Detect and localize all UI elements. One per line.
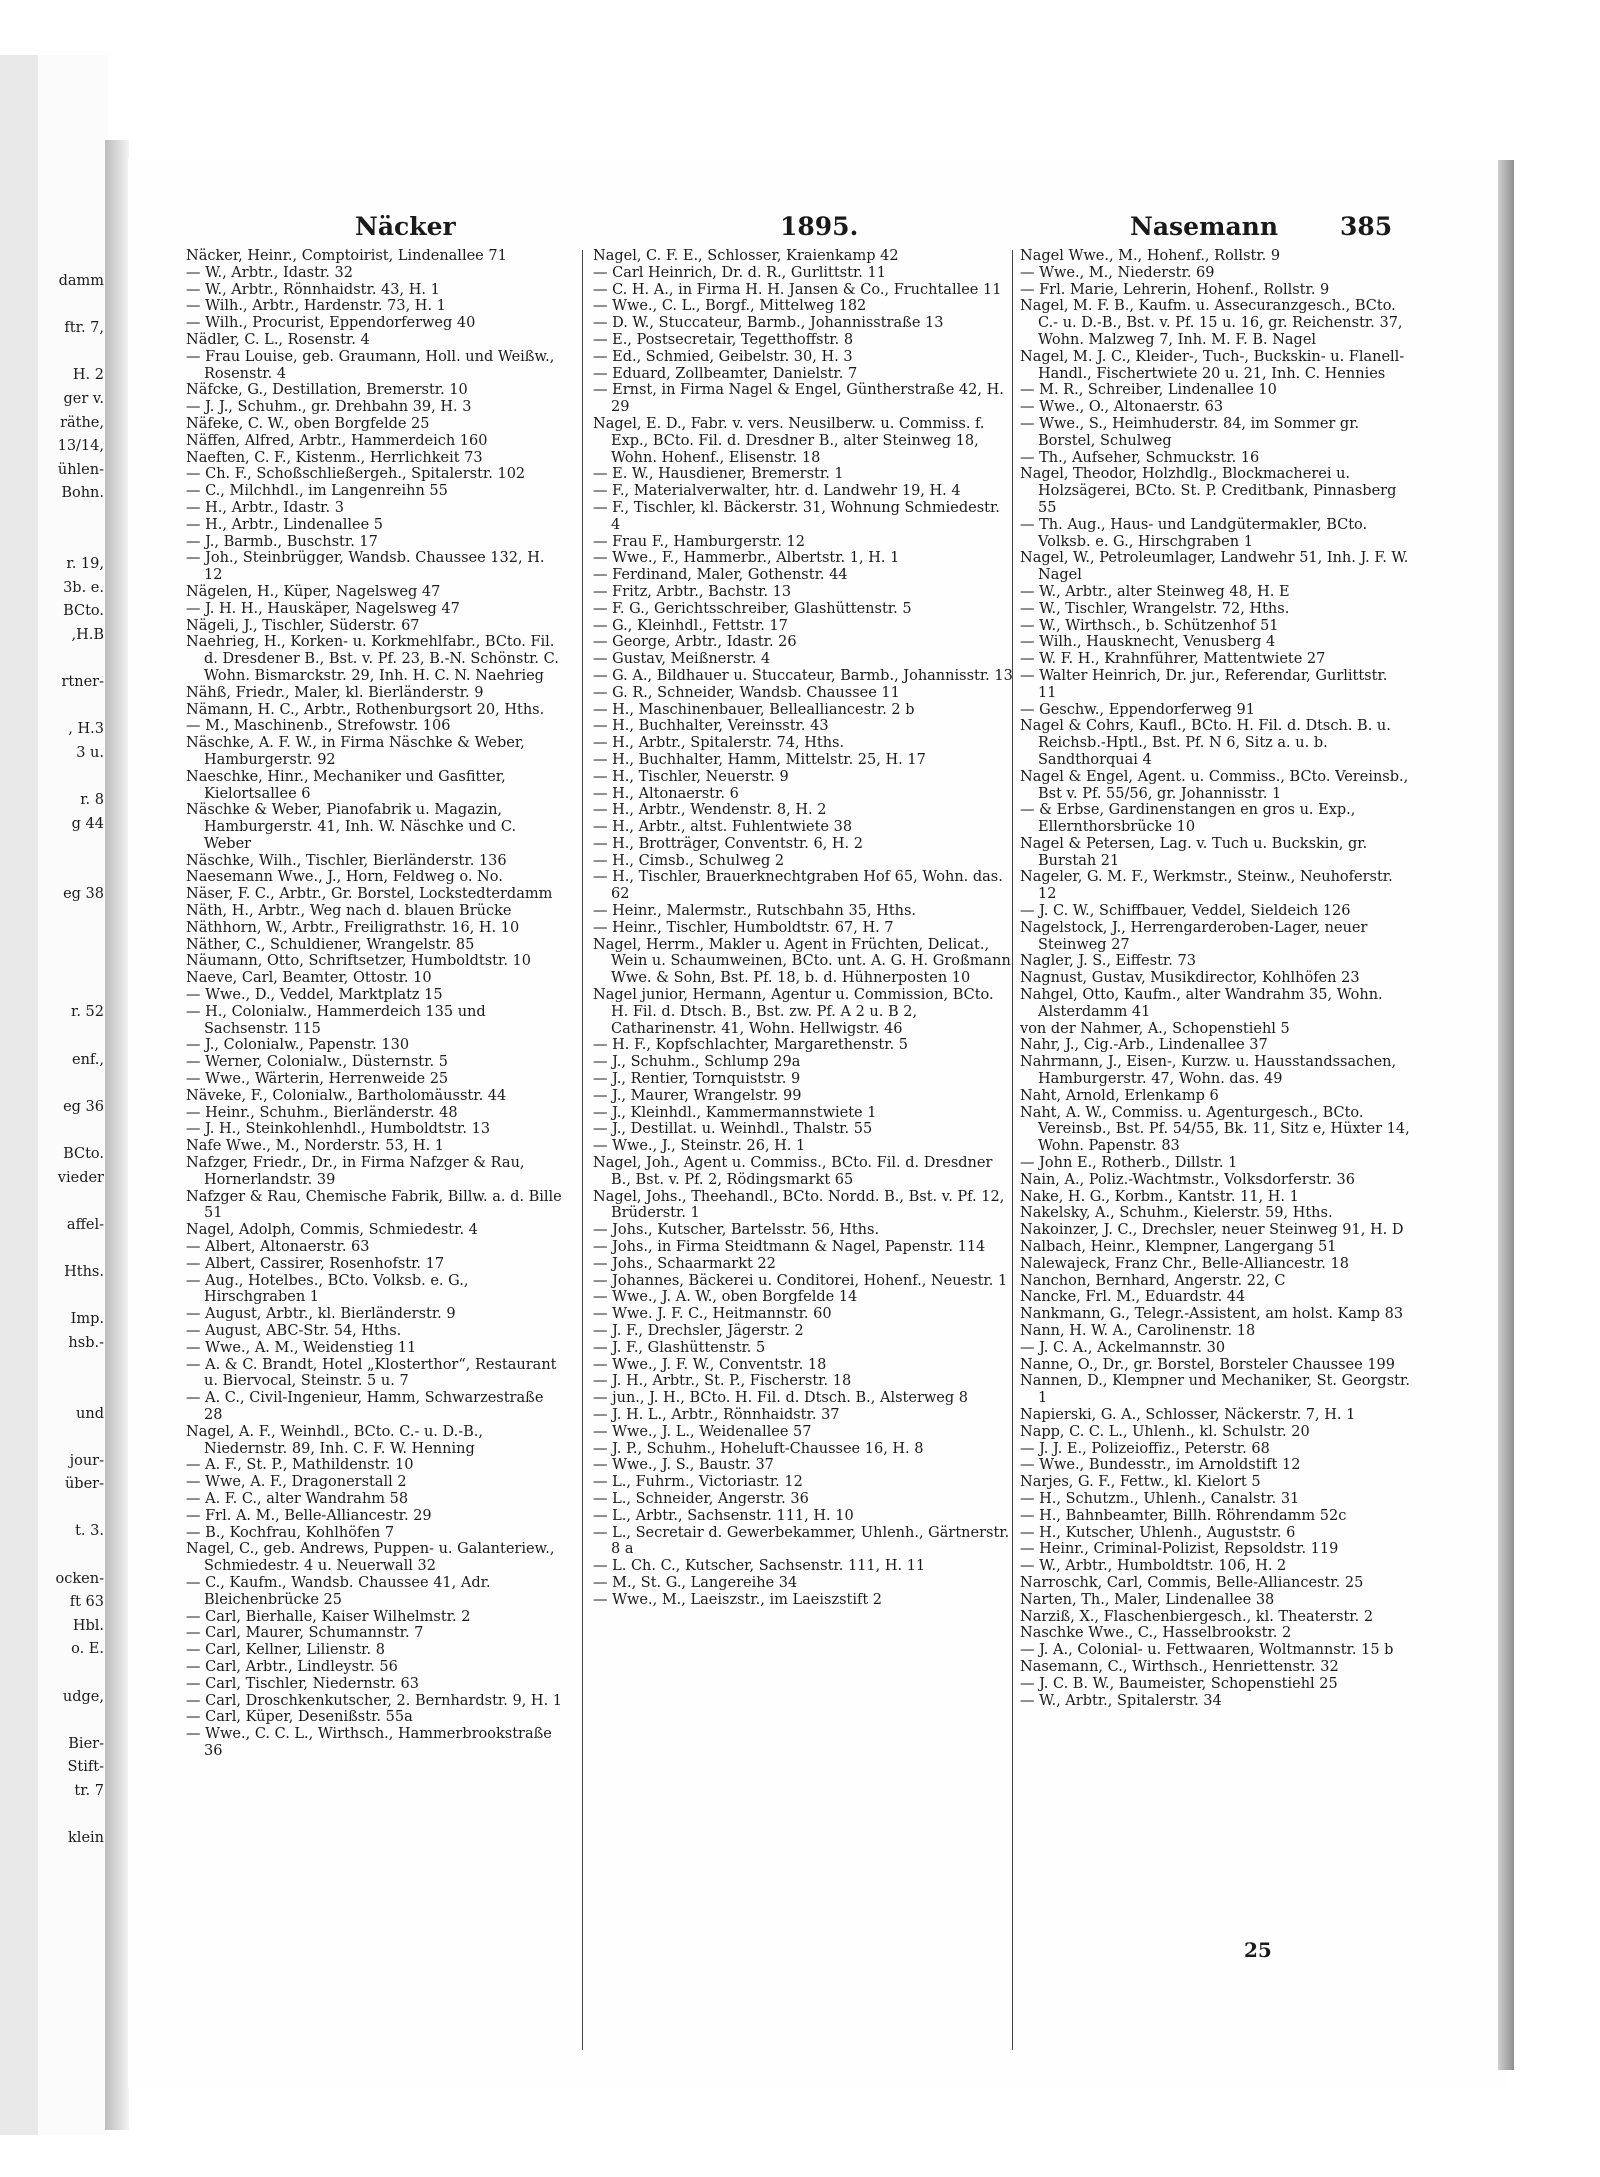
directory-entry: Nahrmann, J., Eisen-, Kurzw. u. Hausstandssachen, Hamburgerstr. 47, Wohn. das. 49 (1020, 1054, 1397, 1088)
directory-entry: Nann, H. W. A., Carolinenstr. 18 (1020, 1323, 1256, 1339)
directory-entry: — J. J., Schuhm., gr. Drehbahn 39, H. 3 (186, 399, 472, 416)
directory-entry: — E. W., Hausdiener, Bremerstr. 1 (593, 466, 844, 483)
directory-entry: — Wwe., F., Hammerbr., Albertstr. 1, H. 1 (593, 550, 900, 567)
directory-entry: Nanne, O., Dr., gr. Borstel, Borsteler Chaussee 199 (1020, 1356, 1395, 1373)
directory-entry: — W., Arbtr., Humboldtstr. 106, H. 2 (1020, 1558, 1287, 1575)
directory-entry: — Heinr., Criminal-Polizist, Repsoldstr. 119 (1020, 1541, 1339, 1558)
directory-entry: — J. C. A., Ackelmannstr. 30 (1020, 1339, 1226, 1356)
directory-entry: Naeve, Carl, Beamter, Ottostr. 10 (186, 970, 432, 987)
fragment-line: ,H.B (71, 626, 104, 643)
directory-entry: — H., Maschinenbauer, Bellealliancestr. 2 b (593, 701, 915, 718)
directory-entry: — B., Kochfrau, Kohlhöfen 7 (186, 1524, 395, 1541)
fragment-line: o. E. (71, 1641, 104, 1658)
directory-entry: Narjes, G. F., Fettw., kl. Kielort 5 (1020, 1474, 1261, 1491)
directory-entry: — G. A., Bildhauer u. Stuccateur, Barmb., Johannisstr. 13 (593, 667, 1013, 684)
directory-entry: Nädler, C. L., Rosenstr. 4 (186, 331, 370, 348)
directory-entry: — H. F., Kopfschlachter, Margarethenstr. 5 (593, 1037, 909, 1054)
directory-entry: — Wwe., Bundesstr., im Arnoldstift 12 (1020, 1457, 1301, 1474)
fragment-line: 3b. e. (63, 579, 104, 596)
directory-entry: — Wwe., J., Steinstr. 26, H. 1 (593, 1138, 806, 1155)
fragment-line (4, 294, 104, 318)
fragment-line (4, 954, 104, 978)
fragment-line (4, 1709, 104, 1733)
directory-entry: — J. H. H., Hauskäper, Nagelsweg 47 (186, 600, 460, 617)
directory-entry: Nake, H. G., Korbm., Kantstr. 11, H. 1 (1020, 1188, 1299, 1205)
directory-entry: — A. & C. Brandt, Hotel „Klosterthor“, Restaurant u. Biervocal, Steinstr. 5 u. 7 (186, 1356, 557, 1390)
page-number: 385 (1340, 212, 1393, 241)
fragment-line: affel- (66, 1216, 104, 1233)
fragment-line: klein (68, 1830, 104, 1847)
fragment-line: ühlen- (57, 461, 104, 478)
fragment-line: r. 8 (80, 792, 104, 809)
directory-column-1 (186, 248, 564, 1760)
directory-entry: Näschke, Wilh., Tischler, Bierländerstr. 136 (186, 852, 507, 869)
fragment-line (4, 530, 104, 554)
fragment-line (4, 341, 104, 365)
directory-entry: — H., Arbtr., Lindenallee 5 (186, 516, 383, 533)
directory-entry: — Werner, Colonialw., Düsternstr. 5 (186, 1054, 448, 1071)
directory-entry: Nägelen, H., Küper, Nagelsweg 47 (186, 583, 441, 600)
directory-entry: — W., Arbtr., alter Steinweg 48, H. E (1020, 583, 1290, 600)
directory-entry: — Carl, Küper, Desenißstr. 55a (186, 1709, 413, 1726)
directory-entry: Nain, A., Poliz.-Wachtmstr., Volksdorferstr. 36 (1020, 1171, 1355, 1188)
fragment-line: udge, (62, 1688, 104, 1705)
directory-column-3 (1020, 248, 1410, 1709)
page-edge-shadow (1498, 160, 1514, 2070)
directory-entry: — J. C. B. W., Baumeister, Schopenstiehl 25 (1020, 1675, 1338, 1692)
fragment-line: g 44 (71, 815, 104, 832)
directory-entry: — Wwe., M., Laeiszstr., im Laeiszstift 2 (593, 1591, 883, 1608)
directory-entry: — Heinr., Schuhm., Bierländerstr. 48 (186, 1104, 458, 1121)
fragment-line (4, 1072, 104, 1096)
directory-entry: Näffen, Alfred, Arbtr., Hammerdeich 160 (186, 432, 488, 449)
directory-entry: — J. C. W., Schiffbauer, Veddel, Sieldeich 126 (1020, 903, 1351, 920)
fragment-line: H. 2 (72, 367, 104, 384)
directory-entry: — J. F., Drechsler, Jägerstr. 2 (593, 1323, 804, 1339)
fragment-line (4, 1426, 104, 1450)
directory-entry: Nagnust, Gustav, Musikdirector, Kohlhöfen 23 (1020, 970, 1360, 987)
fragment-line: vieder (57, 1169, 104, 1186)
directory-entry: Naeschke, Hinr., Mechaniker und Gasfitter, Kielortsallee 6 (186, 768, 506, 802)
fragment-line: damm (58, 273, 104, 289)
directory-entry: — M., Maschinenb., Strefowstr. 106 (186, 718, 451, 735)
fragment-line: rtner- (61, 674, 104, 691)
directory-entry: Narten, Th., Maler, Lindenallee 38 (1020, 1591, 1275, 1608)
directory-entry: — G. R., Schneider, Wandsb. Chaussee 11 (593, 684, 900, 701)
directory-entry: Nagel, Herrm., Makler u. Agent in Früchten, Delicat., Wein u. Schaumweinen, BCto. unt. A. G. H. Großmann Wwe. & Sohn, Bst. Pf. 18, b. d. Hühnerposten 10 (593, 936, 1011, 987)
directory-entry: — J. P., Schuhm., Hoheluft-Chaussee 16, H. 8 (593, 1440, 924, 1457)
header-year: 1895. (780, 212, 859, 241)
directory-entry: — Carl, Tischler, Niedernstr. 63 (186, 1675, 419, 1692)
fragment-line: t. 3. (75, 1523, 104, 1540)
directory-entry: — D. W., Stuccateur, Barmb., Johannisstraße 13 (593, 315, 944, 332)
directory-entry: — J. J. E., Polizeioffiz., Peterstr. 68 (1020, 1440, 1270, 1457)
directory-entry: — J. A., Colonial- u. Fettwaaren, Woltmannstr. 15 b (1020, 1642, 1394, 1659)
directory-entry: — Johs., Schaarmarkt 22 (593, 1255, 776, 1272)
fragment-line (4, 765, 104, 789)
directory-entry: — J., Barmb., Buschstr. 17 (186, 533, 378, 550)
directory-entry: — Ed., Schmied, Geibelstr. 30, H. 3 (593, 348, 853, 365)
directory-entry: Nagel, Johs., Theehandl., BCto. Nordd. B., Bst. v. Pf. 12, Brüderstr. 1 (593, 1188, 1005, 1222)
directory-entry: Naht, A. W., Commiss. u. Agenturgesch., BCto. Vereinsb., Bst. Pf. 54/55, Bk. 11, Sitz e, Hüxter 14, Wohn. Papenstr. 83 (1020, 1104, 1410, 1155)
fragment-line: BCto. (63, 1145, 104, 1162)
directory-entry: — Gustav, Meißnerstr. 4 (593, 651, 771, 668)
directory-entry: — H., Bahnbeamter, Billh. Röhrendamm 52c (1020, 1507, 1347, 1524)
fragment-line: ocken- (55, 1570, 104, 1587)
directory-entry: Nagel, Joh., Agent u. Commiss., BCto. Fil. d. Dresdner B., Bst. v. Pf. 2, Rödingsmarkt 65 (593, 1155, 993, 1188)
fragment-line (4, 978, 104, 1002)
directory-entry: Näfcke, G., Destillation, Bremerstr. 10 (186, 382, 468, 399)
directory-entry: von der Nahmer, A., Schopenstiehl 5 (1020, 1020, 1290, 1037)
directory-entry: — A. C., Civil-Ingenieur, Hamm, Schwarzestraße 28 (186, 1390, 544, 1423)
fragment-line: BCto. (63, 603, 104, 620)
directory-entry: Nanchon, Bernhard, Angerstr. 22, C (1020, 1272, 1286, 1289)
fragment-line (4, 1544, 104, 1568)
directory-entry: — J., Colonialw., Papenstr. 130 (186, 1037, 410, 1054)
directory-entry: Nagel, M. J. C., Kleider-, Tuch-, Buckskin- u. Flanell-Handl., Fischertwiete 20 u. 21, Inh. C. Hennies (1020, 348, 1405, 382)
directory-entry: — H., Altonaerstr. 6 (593, 785, 739, 802)
directory-entry: — Frl. A. M., Belle-Alliancestr. 29 (186, 1507, 432, 1524)
directory-entry: — Frl. Marie, Lehrerin, Hohenf., Rollstr. 9 (1020, 281, 1330, 298)
directory-entry: — J. H., Steinkohlenhdl., Humboldtstr. 13 (186, 1121, 491, 1138)
directory-entry: — Ernst, in Firma Nagel & Engel, Güntherstraße 42, H. 29 (593, 382, 1004, 416)
directory-entry: — C., Milchhdl., im Langenreihn 55 (186, 483, 448, 500)
directory-entry: — August, ABC-Str. 54, Hths. (186, 1323, 402, 1339)
directory-entry: Napp, C. C. L., Uhlenh., kl. Schulstr. 20 (1020, 1423, 1310, 1440)
directory-entry: Nagel, C., geb. Andrews, Puppen- u. Galanteriew., Schmiedestr. 4 u. Neuerwall 32 (186, 1541, 555, 1575)
fragment-line: eg 38 (63, 886, 104, 903)
directory-entry: Näth, H., Arbtr., Weg nach d. blauen Brücke (186, 903, 512, 920)
directory-entry: — L., Secretair d. Gewerbekammer, Uhlenh., Gärtnerstr. 8 a (593, 1524, 1010, 1558)
fragment-line (4, 1804, 104, 1828)
directory-entry: — F., Tischler, kl. Bäckerstr. 31, Wohnung Schmiedestr. 4 (593, 499, 1000, 533)
fragment-line: jour- (69, 1452, 104, 1469)
directory-entry: — John E., Rotherb., Dillstr. 1 (1020, 1155, 1238, 1172)
directory-entry: — Frau F., Hamburgerstr. 12 (593, 533, 805, 550)
directory-entry: — H., Colonialw., Hammerdeich 135 und Sachsenstr. 115 (186, 1003, 486, 1037)
directory-entry: Nagel, Adolph, Commis, Schmiedestr. 4 (186, 1222, 478, 1239)
directory-entry: — H., Arbtr., Wendenstr. 8, H. 2 (593, 802, 827, 819)
header-last-entry: Nasemann (1130, 212, 1279, 241)
directory-entry: — Wwe., J. A. W., oben Borgfelde 14 (593, 1289, 858, 1306)
fragment-line (4, 1497, 104, 1521)
directory-entry: — Wwe., Wärterin, Herrenweide 25 (186, 1071, 449, 1088)
directory-entry: Nalbach, Heinr., Klempner, Langergang 51 (1020, 1239, 1337, 1256)
directory-entry: Nämann, H. C., Arbtr., Rothenburgsort 20, Hths. (186, 701, 545, 718)
fragment-line (4, 1119, 104, 1143)
fragment-line (4, 506, 104, 530)
directory-entry: — W., Arbtr., Rönnhaidstr. 43, H. 1 (186, 281, 440, 298)
directory-entry: Nagel, A. F., Weinhdl., BCto. C.- u. D.-B., Niedernstr. 89, Inh. C. F. W. Henning (186, 1423, 484, 1457)
directory-entry: Nafzger, Friedr., Dr., in Firma Nafzger & Rau, Hornerlandstr. 39 (186, 1155, 525, 1188)
directory-entry: — Wwe., J. L., Weidenallee 57 (593, 1423, 812, 1440)
fragment-line: r. 52 (70, 1004, 104, 1021)
directory-entry: — W., Arbtr., Idastr. 32 (186, 264, 353, 281)
directory-entry: — Wwe., O., Altonaerstr. 63 (1020, 399, 1224, 416)
directory-entry: — J., Schuhm., Schlump 29a (593, 1054, 801, 1071)
directory-entry: — Eduard, Zollbeamter, Danielstr. 7 (593, 365, 858, 382)
directory-entry: — Wwe., J. F. W., Conventstr. 18 (593, 1356, 827, 1373)
directory-entry: Naehrieg, H., Korken- u. Korkmehlfabr., BCto. Fil. d. Dresdener B., Bst. v. Pf. 23, B.-N. Schönstr. C. Wohn. Bismarckstr. 29, Inh. H. C. N. Naehrieg (186, 634, 559, 684)
directory-entry: — Wwe, A. F., Dragonerstall 2 (186, 1474, 407, 1491)
directory-entry: — H., Brotträger, Conventstr. 6, H. 2 (593, 835, 864, 852)
directory-entry: — H., Buchhalter, Vereinsstr. 43 (593, 718, 829, 735)
header-first-entry: Näcker (355, 212, 456, 241)
directory-entry: — Carl, Bierhalle, Kaiser Wilhelmstr. 2 (186, 1608, 471, 1625)
fragment-line (4, 907, 104, 931)
directory-entry: Nagelstock, J., Herrengarderoben-Lager, neuer Steinweg 27 (1020, 919, 1368, 953)
directory-entry: Nägeli, J., Tischler, Süderstr. 67 (186, 617, 420, 634)
directory-entry: — W. F. H., Krahnführer, Mattentwiete 27 (1020, 651, 1326, 668)
directory-entry: Nagel & Cohrs, Kaufl., BCto. H. Fil. d. Dtsch. B. u. Reichsb.-Hptl., Bst. Pf. N 6, Sitz a. u. b. Sandthorquai 4 (1020, 718, 1391, 768)
fragment-line: , H.3 (68, 721, 104, 738)
directory-entry: — H., Cimsb., Schulweg 2 (593, 852, 785, 869)
directory-entry: Narroschk, Carl, Commis, Belle-Alliancestr. 25 (1020, 1574, 1364, 1591)
directory-entry: — H., Kutscher, Uhlenh., Auguststr. 6 (1020, 1524, 1296, 1541)
directory-entry: — G., Kleinhdl., Fettstr. 17 (593, 617, 788, 634)
directory-entry: — Walter Heinrich, Dr. jur., Referendar, Gurlittstr. 11 (1020, 667, 1388, 701)
directory-entry: — Geschw., Eppendorferweg 91 (1020, 701, 1255, 718)
directory-entry: Naht, Arnold, Erlenkamp 6 (1020, 1087, 1219, 1104)
directory-entry: — H., Tischler, Brauerknechtgraben Hof 65, Wohn. das. 62 (593, 869, 1003, 903)
directory-entry: Narziß, X., Flaschenbiergesch., kl. Theaterstr. 2 (1020, 1608, 1374, 1625)
directory-entry: — W., Wirthsch., b. Schützenhof 51 (1020, 617, 1279, 634)
directory-entry: Nagel, C. F. E., Schlosser, Kraienkamp 42 (593, 248, 899, 264)
directory-entry: — A. F. C., alter Wandrahm 58 (186, 1490, 409, 1507)
directory-entry: — Carl, Arbtr., Lindleystr. 56 (186, 1658, 398, 1675)
fragment-line: 3 u. (76, 744, 104, 761)
directory-entry: — Albert, Cassirer, Rosenhofstr. 17 (186, 1255, 445, 1272)
fragment-line: ger v. (63, 390, 104, 407)
directory-entry: Näser, F. C., Arbtr., Gr. Borstel, Lockstedterdamm (186, 886, 553, 903)
directory-entry: — Wilh., Hausknecht, Venusberg 4 (1020, 634, 1276, 651)
directory-entry: Nageler, G. M. F., Werkmstr., Steinw., Neuhoferstr. 12 (1020, 869, 1393, 903)
directory-entry: — C. H. A., in Firma H. H. Jansen & Co., Fruchtallee 11 (593, 281, 1002, 298)
directory-entry: Nagel, Theodor, Holzhdlg., Blockmacherei u. Holzsägerei, BCto. St. P. Creditbank, Pinnasberg 55 (1020, 466, 1397, 516)
directory-entry: Nancke, Frl. M., Eduardstr. 44 (1020, 1289, 1246, 1306)
fragment-line (4, 836, 104, 860)
fragment-line: eg 36 (63, 1098, 104, 1115)
fragment-line: Bohn. (61, 485, 104, 502)
directory-entry: Nagel, E. D., Fabr. v. vers. Neusilberw. u. Commiss. f. Exp., BCto. Fil. d. Dresdner B., alter Steinweg 18, Wohn. Hohenf., Elisenstr. 18 (593, 415, 985, 466)
fragment-line: r. 19, (66, 556, 104, 573)
running-header (180, 212, 1400, 252)
directory-entry: Nakelsky, A., Schuhm., Kielerstr. 59, Hths. (1020, 1205, 1333, 1222)
directory-entry: — W., Tischler, Wrangelstr. 72, Hths. (1020, 600, 1290, 617)
directory-entry: — August, Arbtr., kl. Bierländerstr. 9 (186, 1306, 456, 1323)
directory-entry: — H., Arbtr., Idastr. 3 (186, 499, 344, 516)
directory-entry: Näumann, Otto, Schriftsetzer, Humboldtstr. 10 (186, 953, 531, 970)
directory-entry: — F., Materialverwalter, htr. d. Landwehr 19, H. 4 (593, 483, 961, 500)
directory-entry: — Carl, Droschkenkutscher, 2. Bernhardstr. 9, H. 1 (186, 1692, 563, 1709)
directory-entry: — H., Arbtr., altst. Fuhlentwiete 38 (593, 819, 853, 836)
directory-entry: — Wwe., C. L., Borgf., Mittelweg 182 (593, 298, 867, 315)
directory-entry: Näthhorn, W., Arbtr., Freiligrathstr. 16, H. 10 (186, 919, 520, 936)
fragment-line (4, 931, 104, 955)
directory-entry: — J., Maurer, Wrangelstr. 99 (593, 1087, 802, 1104)
directory-entry: — L., Arbtr., Sachsenstr. 111, H. 10 (593, 1507, 854, 1524)
directory-entry: — Fritz, Arbtr., Bachstr. 13 (593, 583, 792, 600)
directory-entry: — C., Kaufm., Wandsb. Chaussee 41, Adr. Bleichenbrücke 25 (186, 1574, 491, 1608)
directory-entry: Nagel & Engel, Agent. u. Commiss., BCto. Vereinsb., Bst v. Pf. 55/56, gr. Johannisstr. 1 (1020, 768, 1409, 802)
directory-entry: — L. Ch. C., Kutscher, Sachsenstr. 111, H. 11 (593, 1558, 926, 1575)
binding-shadow (105, 140, 129, 2130)
signature-mark: 25 (1244, 1938, 1272, 1962)
directory-entry: — H., Arbtr., Spitalerstr. 74, Hths. (593, 735, 845, 752)
directory-entry: Nakoinzer, J. C., Drechsler, neuer Steinweg 91, H. D (1020, 1222, 1404, 1239)
directory-entry: Nagel Wwe., M., Hohenf., Rollstr. 9 (1020, 248, 1281, 264)
fragment-line (4, 1025, 104, 1049)
directory-entry: Nagel & Petersen, Lag. v. Tuch u. Buckskin, gr. Burstah 21 (1020, 835, 1368, 869)
directory-entry: — Wwe. J. F. C., Heitmannstr. 60 (593, 1306, 832, 1323)
fragment-line (4, 1662, 104, 1686)
directory-entry: Näcker, Heinr., Comptoirist, Lindenallee 71 (186, 248, 507, 264)
directory-entry: — H., Tischler, Neuerstr. 9 (593, 768, 789, 785)
directory-entry: Nafe Wwe., M., Norderstr. 53, H. 1 (186, 1138, 445, 1155)
directory-entry: Nagler, J. S., Eiffestr. 73 (1020, 953, 1196, 970)
directory-entry: Napierski, G. A., Schlosser, Näckerstr. 7, H. 1 (1020, 1406, 1356, 1423)
directory-entry: — J. H., Arbtr., St. P., Fischerstr. 18 (593, 1373, 852, 1390)
directory-entry: Nasemann, C., Wirthsch., Henriettenstr. 32 (1020, 1658, 1339, 1675)
previous-page-fragments (4, 270, 104, 1851)
directory-entry: — Joh., Steinbrügger, Wandsb. Chaussee 132, H. 12 (186, 550, 545, 584)
directory-entry: — W., Arbtr., Spitalerstr. 34 (1020, 1692, 1222, 1709)
directory-entry: — Ferdinand, Maler, Gothenstr. 44 (593, 567, 848, 584)
directory-entry: — M. R., Schreiber, Lindenallee 10 (1020, 382, 1277, 399)
directory-entry: — Wwe., S., Heimhuderstr. 84, im Sommer gr. Borstel, Schulweg (1020, 415, 1360, 449)
fragment-line (4, 1355, 104, 1379)
directory-entry: Nannen, D., Klempner und Mechaniker, St. Georgstr. 1 (1020, 1373, 1410, 1407)
directory-entry: — George, Arbtr., Idastr. 26 (593, 634, 797, 651)
directory-entry: — Wilh., Procurist, Eppendorferweg 40 (186, 315, 476, 332)
directory-entry: Näschke & Weber, Pianofabrik u. Magazin, Hamburgerstr. 41, Inh. W. Näschke und C. Weber (186, 802, 517, 852)
fragment-line (4, 860, 104, 884)
directory-entry: — & Erbse, Gardinenstangen en gros u. Exp., Ellernthorsbrücke 10 (1020, 802, 1356, 836)
directory-entry: — Carl, Maurer, Schumannstr. 7 (186, 1625, 424, 1642)
directory-entry: Nahr, J., Cig.-Arb., Lindenallee 37 (1020, 1037, 1268, 1054)
directory-entry: Naschke Wwe., C., Hasselbrookstr. 2 (1020, 1625, 1292, 1642)
directory-entry: — J. H. L., Arbtr., Rönnhaidstr. 37 (593, 1406, 840, 1423)
fragment-line: ft 63 (69, 1594, 104, 1611)
directory-entry: — J., Rentier, Tornquiststr. 9 (593, 1071, 801, 1088)
directory-entry: — Wwe., A. M., Weidenstieg 11 (186, 1339, 417, 1356)
directory-column-2 (593, 248, 1013, 1609)
fragment-line: Hths. (64, 1263, 104, 1280)
directory-entry: — jun., J. H., BCto. H. Fil. d. Dtsch. B., Alsterweg 8 (593, 1390, 968, 1407)
directory-entry: Naesemann Wwe., J., Horn, Feldweg o. No. (186, 869, 503, 886)
directory-entry: — Th. Aug., Haus- und Landgütermakler, BCto. Volksb. e. G., Hirschgraben 1 (1020, 516, 1368, 550)
directory-entry: Nagel, W., Petroleumlager, Landwehr 51, Inh. J. F. W. Nagel (1020, 550, 1409, 584)
directory-entry: Nahgel, Otto, Kaufm., alter Wandrahm 35, Wohn. Alsterdamm 41 (1020, 987, 1383, 1020)
directory-entry: — E., Postsecretair, Tegetthoffstr. 8 (593, 331, 854, 348)
fragment-line: tr. 7 (74, 1783, 104, 1799)
directory-entry: Nalewajeck, Franz Chr., Belle-Alliancestr. 18 (1020, 1255, 1349, 1272)
directory-entry: — F. G., Gerichtsschreiber, Glashüttenstr. 5 (593, 600, 912, 617)
fragment-line: Imp. (70, 1311, 104, 1328)
fragment-line: über- (64, 1476, 104, 1493)
directory-entry: — Th., Aufseher, Schmuckstr. 16 (1020, 449, 1260, 466)
directory-entry: — Carl, Kellner, Lilienstr. 8 (186, 1642, 385, 1659)
directory-entry: — Heinr., Malermstr., Rutschbahn 35, Hths. (593, 903, 917, 920)
directory-entry: Nähß, Friedr., Maler, kl. Bierländerstr. 9 (186, 684, 484, 701)
fragment-line: Hbl. (72, 1617, 104, 1634)
directory-entry: — L., Fuhrm., Victoriastr. 12 (593, 1474, 803, 1491)
directory-entry: — Albert, Altonaerstr. 63 (186, 1239, 370, 1256)
directory-entry: — H., Schutzm., Uhlenh., Canalstr. 31 (1020, 1490, 1300, 1507)
fragment-line (4, 1190, 104, 1214)
fragment-line: Stift- (67, 1759, 104, 1776)
directory-entry: Nafzger & Rau, Chemische Fabrik, Billw. a. d. Bille 51 (186, 1188, 562, 1222)
directory-entry: — L., Schneider, Angerstr. 36 (593, 1490, 809, 1507)
directory-entry: — Ch. F., Schoßschließergeh., Spitalerstr. 102 (186, 466, 526, 483)
fragment-line: enf., (72, 1051, 104, 1068)
fragment-line: hsb.- (68, 1334, 104, 1351)
directory-entry: — J., Destillat. u. Weinhdl., Thalstr. 55 (593, 1121, 873, 1138)
directory-entry: — J. F., Glashüttenstr. 5 (593, 1339, 766, 1356)
fragment-line (4, 1379, 104, 1403)
directory-entry: — Wwe., M., Niederstr. 69 (1020, 264, 1215, 281)
fragment-line (4, 695, 104, 719)
directory-entry: — Johannes, Bäckerei u. Conditorei, Hohenf., Neuestr. 1 (593, 1272, 1008, 1289)
fragment-line: ftr. 7, (64, 320, 104, 337)
fragment-line: und (76, 1405, 104, 1422)
directory-entry: — Wwe., D., Veddel, Marktplatz 15 (186, 987, 443, 1004)
directory-entry: — J., Kleinhdl., Kammermannstwiete 1 (593, 1104, 877, 1121)
directory-entry: — Wilh., Arbtr., Hardenstr. 73, H. 1 (186, 298, 446, 315)
directory-entry: Nankmann, G., Telegr.-Assistent, am holst. Kamp 83 (1020, 1306, 1404, 1323)
directory-entry: Naeften, C. F., Kistenm., Herrlichkeit 73 (186, 449, 483, 466)
directory-entry: — H., Buchhalter, Hamm, Mittelstr. 25, H. 17 (593, 751, 926, 768)
directory-entry: — Carl Heinrich, Dr. d. R., Gurlittstr. 11 (593, 264, 886, 281)
directory-entry: Näfeke, C. W., oben Borgfelde 25 (186, 415, 430, 432)
directory-entry: — Johs., in Firma Steidtmann & Nagel, Papenstr. 114 (593, 1239, 986, 1256)
directory-entry: — Aug., Hotelbes., BCto. Volksb. e. G., Hirschgraben 1 (186, 1272, 469, 1306)
fragment-line (4, 1285, 104, 1309)
directory-entry: Näschke, A. F. W., in Firma Näschke & Weber, Hamburgerstr. 92 (186, 735, 525, 768)
fragment-line (4, 1237, 104, 1261)
fragment-line (4, 648, 104, 672)
directory-entry: Näveke, F., Colonialw., Bartholomäusstr. 44 (186, 1087, 507, 1104)
directory-entry: Nagel, M. F. B., Kaufm. u. Assecuranzgesch., BCto. C.- u. D.-B., Bst. v. Pf. 15 u. 16, gr. Reichenstr. 37, Wohn. Malzweg 7, Inh. M. F. B. Nagel (1020, 298, 1403, 348)
directory-entry: — Wwe., C. C. L., Wirthsch., Hammerbrookstraße 36 (186, 1726, 552, 1759)
directory-entry: Näther, C., Schuldiener, Wrangelstr. 85 (186, 936, 475, 953)
fragment-line: Bier- (68, 1735, 104, 1752)
directory-entry: — Heinr., Tischler, Humboldtstr. 67, H. 7 (593, 919, 894, 936)
directory-entry: — M., St. G., Langereihe 34 (593, 1574, 798, 1591)
column-rule (582, 250, 583, 2050)
directory-entry: — Frau Louise, geb. Graumann, Holl. und Weißw., Rosenstr. 4 (186, 348, 555, 382)
directory-entry: — Johs., Kutscher, Bartelsstr. 56, Hths. (593, 1222, 880, 1239)
directory-entry: — A. F., St. P., Mathildenstr. 10 (186, 1457, 414, 1474)
directory-entry: — Wwe., J. S., Baustr. 37 (593, 1457, 774, 1474)
directory-entry: Nagel junior, Hermann, Agentur u. Commission, BCto. H. Fil. d. Dtsch. B., Bst. zw. Pf. A 2 u. B 2, Catharinenstr. 41, Wohn. Hellwigstr. 46 (593, 987, 994, 1037)
fragment-line: 13/14, (57, 438, 104, 455)
fragment-line: räthe, (60, 414, 104, 431)
